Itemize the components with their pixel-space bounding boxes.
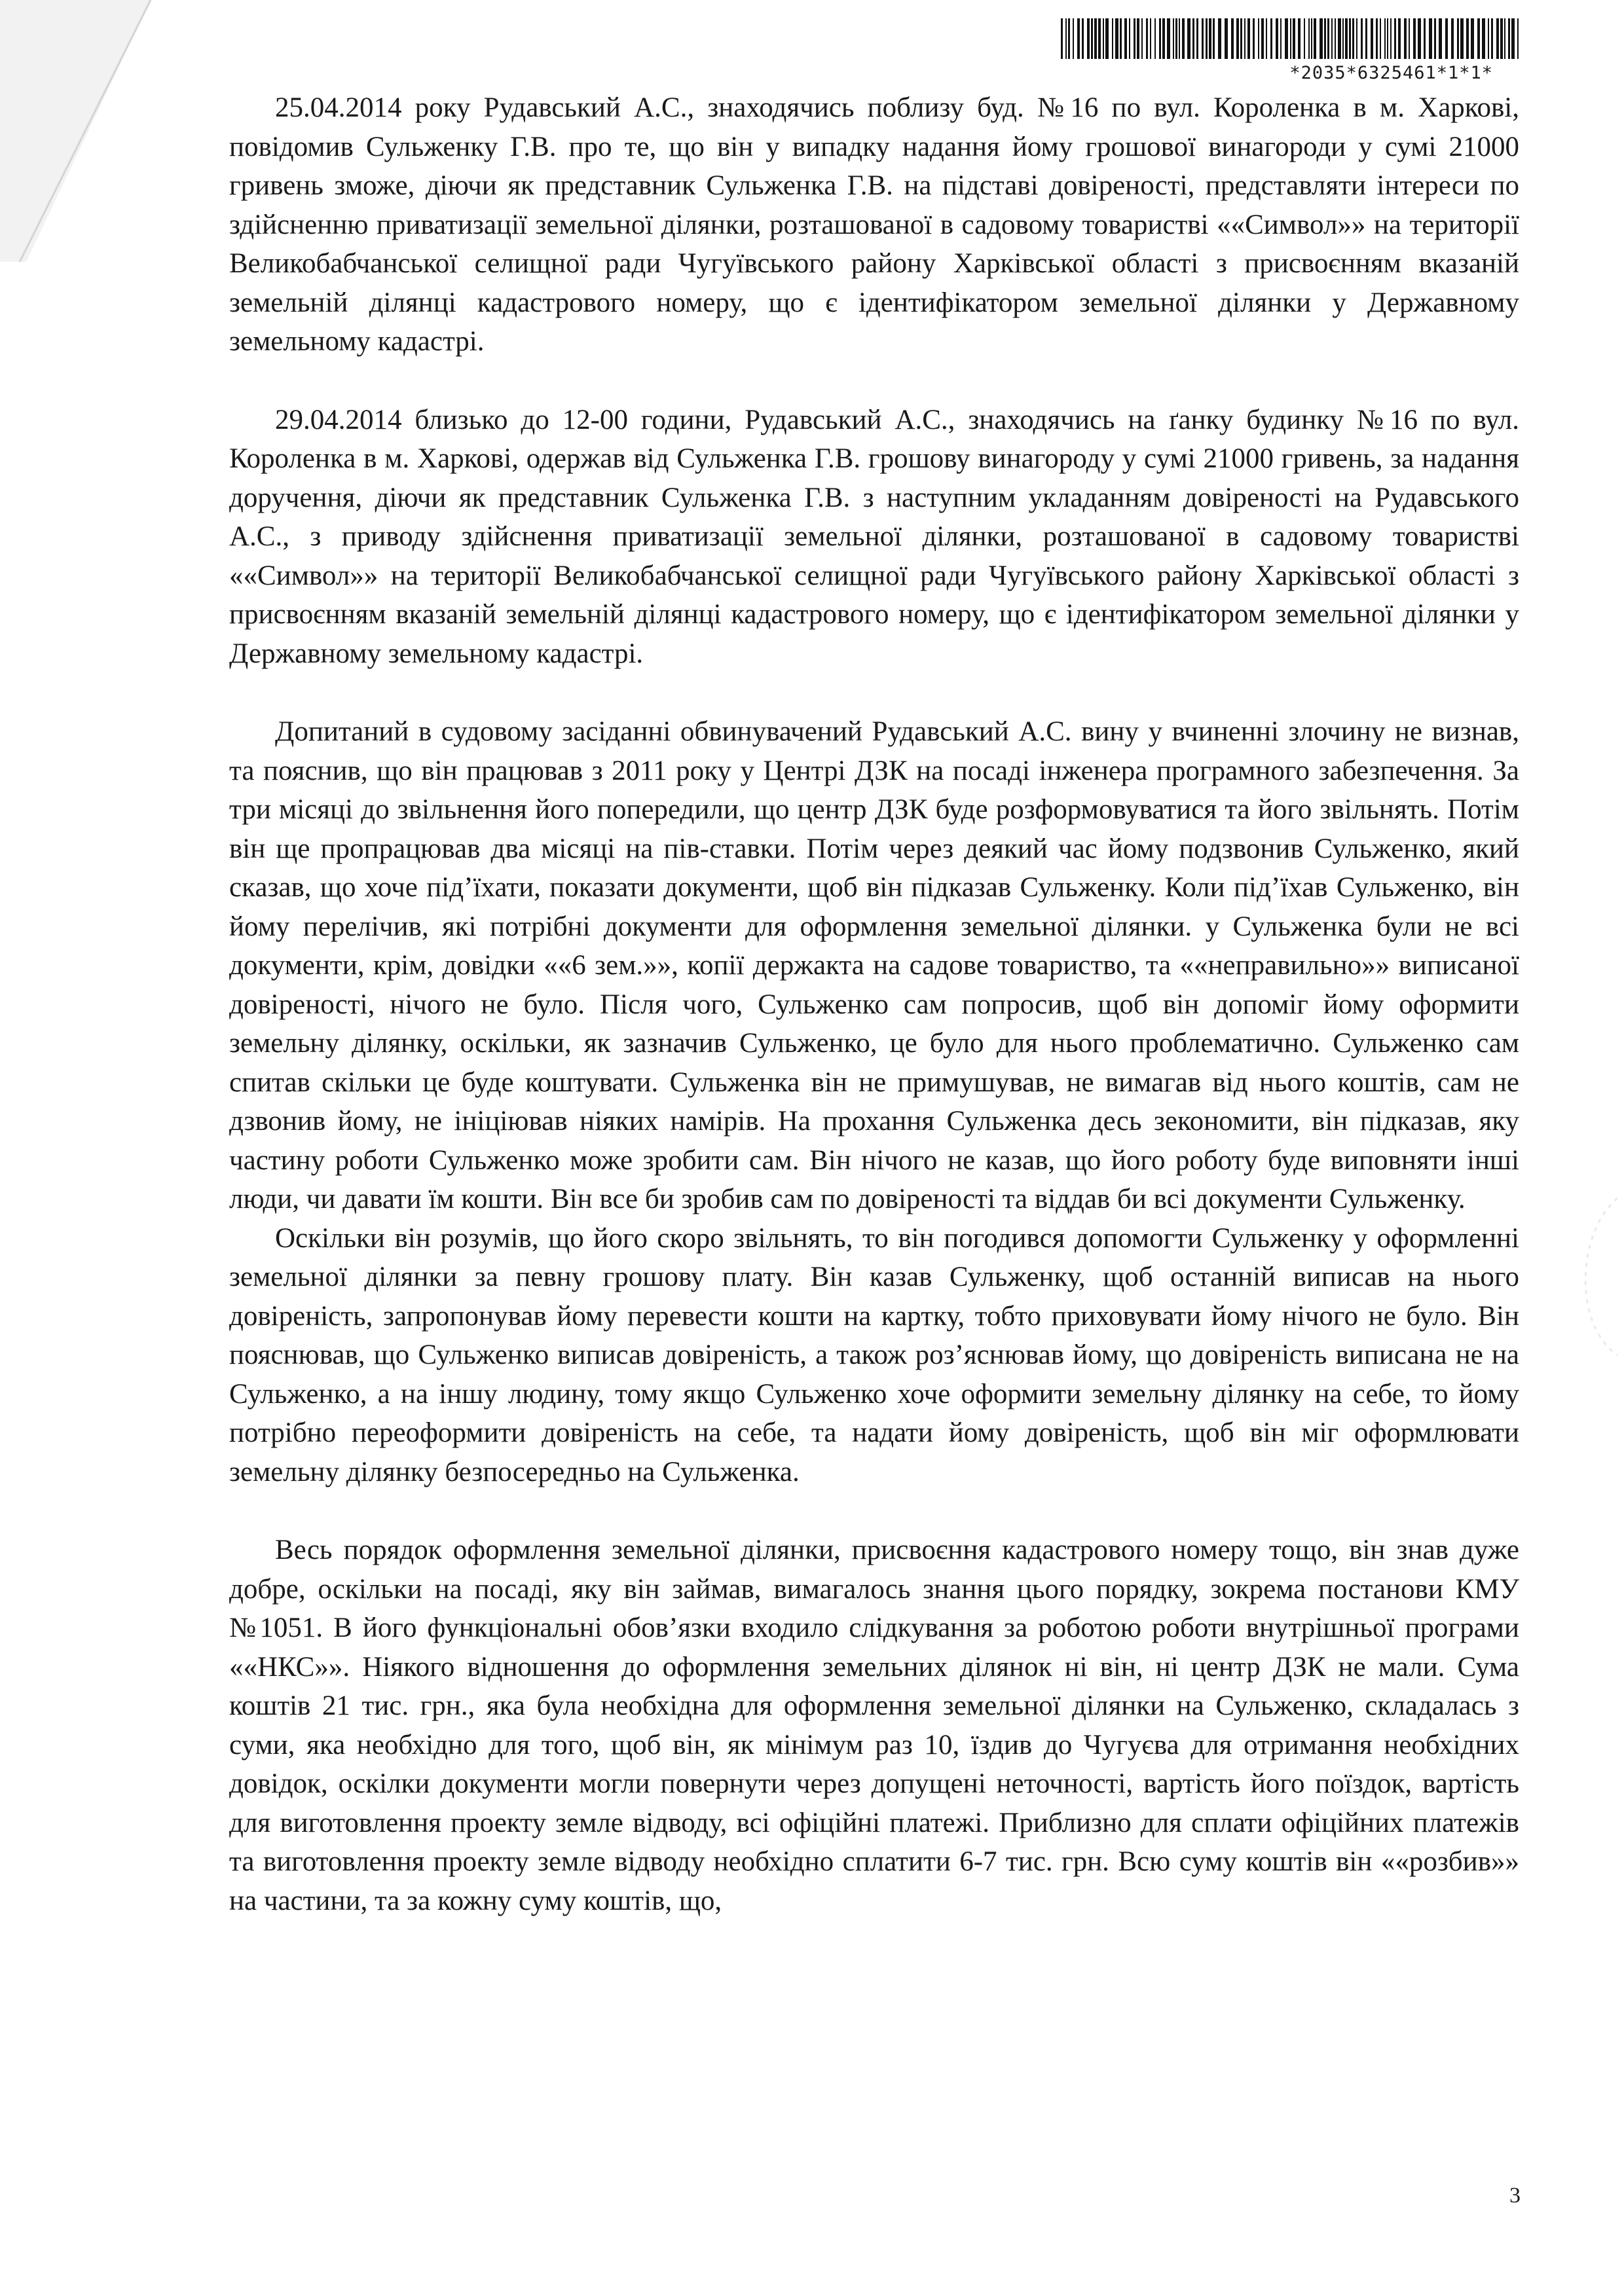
barcode-icon xyxy=(1061,18,1519,59)
paragraph-1: 25.04.2014 року Рудавський А.С., знаходячись поблизу буд. №16 по вул. Короленка в м. Харкові, повідомив Сульженку Г.В. про те, що він у випадку надання йому грошової винагороди у сумі 21000 гривень зможе, діючи як представник Сульженка Г.В. на підставі довіреності, представляти інтереси по здійсненню приватизації земельної ділянки, розташованої в садовому товаристві ««Символ»» на території Великобабчанської селищної ради Чугуївського району Харківської області з присвоєнням вказаній земельній ділянці кадастрового номеру, що є ідентифікатором земельної ділянки у Державному земельному кадастрі. xyxy=(229,92,1519,357)
paragraph-5: Весь порядок оформлення земельної ділянки, присвоєння кадастрового номеру тощо, він знав дуже добре, оскільки на посаді, яку він займав, вимагалось знання цього порядку, зокрема постанови КМУ №1051. В його функціональні обов’язки входило слідкування за роботою роботи внутрішньої програми ««НКС»». Ніякого відношення до оформлення земельних ділянок ні він, ні центр ДЗК не мали. Сума коштів 21 тис. грн., яка була необхідна для оформлення земельної ділянки на Сульженко, складалась з суми, яка необхідно для того, щоб він, як мінімум раз 10, їздив до Чугуєва для отримання необхідних довідок, оскілки документи могли повернути через допущені неточності, вартість його поїздок, вартість для виготовлення проекту земле відводу, всі офіційні платежі. Приблизно для сплати офіційних платежів та виготовлення проекту земле відводу необхідно сплатити 6-7 тис. грн. Всю суму коштів він ««розбив»» на частини, та за кожну суму коштів, що, xyxy=(229,1535,1519,1916)
barcode-block xyxy=(1061,18,1519,83)
page-number: 3 xyxy=(1509,2183,1521,2208)
paragraph-4: Оскільки він розумів, що його скоро звільнять, то він погодився допомогти Сульженку у оформленні земельної ділянки за певну грошову плату. Він казав Сульженку, щоб останній виписав на нього довіреність, запропонував йому перевести кошти на картку, тобто приховувати йому нічого не було. Він пояснював, що Сульженко виписав довіреність, а також роз’яснював йому, що довіреність виписана не на Сульженко, а на іншу людину, тому якщо Сульженко хоче оформити земельну ділянку на себе, то йому потрібно переоформити довіреність на себе, та надати йому довіреність, щоб він міг оформлювати земельну ділянку безпосередньо на Сульженка. xyxy=(229,1222,1519,1487)
barcode-number: *2035*6325461*1*1* xyxy=(1289,63,1493,83)
paragraph-3: Допитаний в судовому засіданні обвинувачений Рудавський А.С. вину у вчиненні злочину не визнав, та пояснив, що він працював з 2011 року у Центрі ДЗК на посаді інженера програмного забезпечення. За три місяці до звільнення його попередили, що центр ДЗК буде розформовуватися та його звільнять. Потім він ще пропрацював два місяці на пів-ставки. Потім через деякий час йому подзвонив Сульженко, який сказав, що хоче під’їхати, показати документи, щоб він підказав Сульженку. Коли під’їхав Сульженко, він йому перелічив, які потрібні документи для оформлення земельної ділянки. у Сульженка були не всі документи, крім, довідки ««6 зем.»», копії держакта на садове товариство, та ««неправильно»» виписаної довіреності, нічого не було. Після чого, Сульженко сам попросив, щоб він допоміг йому оформити земельну ділянку, оскільки, як зазначив Сульженко, це було для нього проблематично. Сульженко сам спитав скільки це буде коштувати. Сульженка він не примушував, не вимагав від нього коштів, сам не дзвонив йому, не ініціював ніяких намірів. На прохання Сульженка десь зекономити, він підказав, яку частину роботи Сульженко може зробити сам. Він нічого не казав, що його роботу буде виповняти інші люди, чи давати їм кошти. Він все би зробив сам по довіреності та віддав би всі документи Сульженку. xyxy=(229,716,1519,1214)
document-body xyxy=(229,88,1519,1920)
paragraph-2: 29.04.2014 близько до 12-00 години, Рудавський А.С., знаходячись на ґанку будинку №16 по вул. Короленка в м. Харкові, одержав від Сульженка Г.В. грошову винагороду у сумі 21000 гривень, за надання доручення, діючи як представник Сульженка Г.В. з наступним укладанням довіреності на Рудавського А.С., з приводу здійснення приватизації земельної ділянки, розташованої в садовому товаристві ««Символ»» на території Великобабчанської селищної ради Чугуївського району Харківської області з присвоєнням вказаній земельній ділянці кадастрового номеру, що є ідентифікатором земельної ділянки у Державному земельному кадастрі. xyxy=(229,404,1519,669)
scan-shadow-edge xyxy=(0,0,170,262)
faint-stamp-mark xyxy=(1559,1192,1624,1362)
